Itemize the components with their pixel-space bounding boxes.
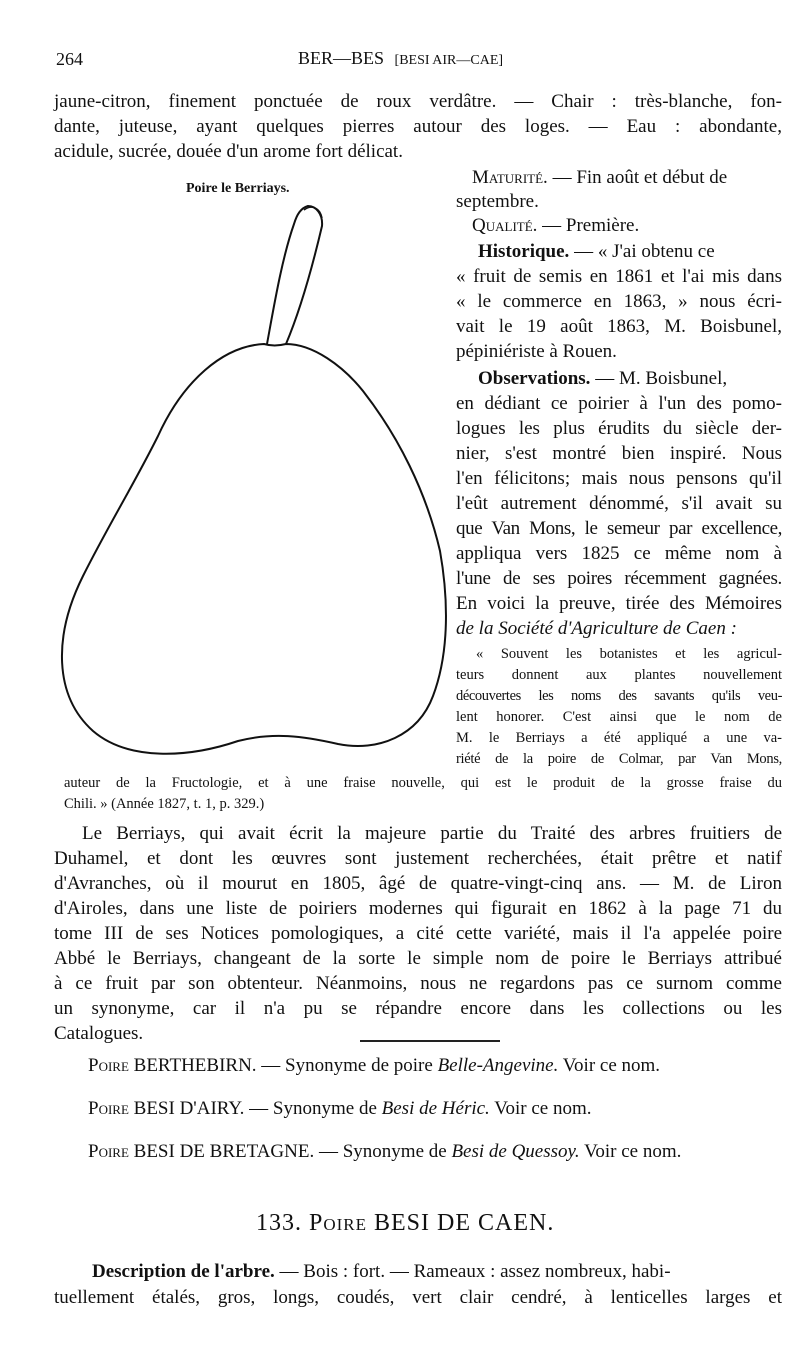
quote-line: teurs donnent aux plantes nouvellement [456, 667, 782, 683]
figure-caption: Poire le Berriays. [186, 181, 290, 196]
divider [360, 1040, 500, 1042]
text-line: l'une de ses poires récemment gagnées. [456, 568, 782, 589]
pear-body [62, 344, 446, 754]
historique-text: — « J'ai obtenu ce [574, 241, 715, 262]
paragraph-line: d'Airoles, dans une liste de poiriers modernes qui figurait en 1862 à la page 71 du [54, 898, 782, 919]
description-line: tuellement étalés, gros, longs, coudés, vert clair cendré, à lenticelles larges et [54, 1287, 782, 1308]
maturite-label: Maturité. [472, 167, 548, 188]
historique-line [478, 240, 782, 264]
text-line: dante, juteuse, ayant quelques pierres autour des loges. — Eau : abondante, [54, 116, 782, 137]
synonym-ref: Belle-Angevine. [437, 1055, 559, 1076]
text-line: En voici la preuve, tirée des Mémoires [456, 593, 782, 614]
historique-label: Historique. [478, 241, 570, 262]
text-line: acidule, sucrée, douée d'un arome fort délicat. [54, 141, 403, 162]
text-line: l'eût autrement dénommé, s'il avait su [456, 493, 782, 514]
synonym-tail: Voir ce nom. [584, 1141, 682, 1162]
observations-text: — M. Boisbunel, [595, 368, 728, 389]
running-title-sub: [BESI AIR—CAE] [394, 53, 504, 68]
pear-illustration [48, 196, 458, 768]
quote-line: Chili. » (Année 1827, t. 1, p. 329.) [64, 796, 265, 812]
synonym-name: BERTHEBIRN. [133, 1055, 257, 1076]
synonym-ref: Besi de Héric. [381, 1098, 490, 1119]
description-text: — Bois : fort. — Rameaux : assez nombreux, habi- [279, 1261, 671, 1282]
maturite-line [472, 166, 782, 190]
paragraph-line: un synonyme, car il n'a pu se répandre encore dans les collections ou les [54, 998, 782, 1019]
paragraph-line: tome III de ses Notices pomologiques, a cité cette variété, mais il l'a appelée poire [54, 923, 782, 944]
synonym-entry [88, 1140, 681, 1164]
text-line: jaune-citron, finement ponctuée de roux verdâtre. — Chair : très-blanche, fon- [54, 91, 782, 112]
quote-line: auteur de la Fructologie, et à une fraise nouvelle, qui est le produit de la grosse fraise du [64, 775, 782, 791]
text-line: logues les plus érudits du siècle der- [456, 418, 782, 439]
text-line: nier, s'est montré bien inspiré. Nous [456, 443, 782, 464]
running-title [298, 46, 503, 73]
synonym-tail: Voir ce nom. [494, 1098, 592, 1119]
synonym-text: — Synonyme de [318, 1141, 447, 1162]
maturite-text: — Fin août et début de [552, 167, 728, 188]
quote-line: lent honorer. C'est ainsi que le nom de [456, 709, 782, 725]
text-line: pépiniériste à Rouen. [456, 341, 617, 362]
qualite-line [472, 214, 639, 238]
text-line: appliqua vers 1825 ce même nom à [456, 543, 782, 564]
text-line: « le commerce en 1863, » nous écri- [456, 291, 782, 312]
text-line: « fruit de semis en 1861 et l'ai mis dans [456, 266, 782, 287]
qualite-text: — Première. [542, 215, 640, 236]
quote-line: riété de la poire de Colmar, par Van Mons, [456, 751, 782, 767]
paragraph-line: Le Berriays, qui avait écrit la majeure partie du Traité des arbres fruitiers de [82, 823, 782, 844]
synonym-name: BESI D'AIRY. [133, 1098, 245, 1119]
synonym-prefix: Poire [88, 1141, 129, 1162]
section-title: BESI DE CAEN. [374, 1210, 555, 1236]
paragraph-line: Duhamel, et dont les œuvres sont justement recherchées, était prêtre et natif [54, 848, 782, 869]
synonym-prefix: Poire [88, 1098, 129, 1119]
quote-line: « Souvent les botanistes et les agricul- [476, 646, 782, 662]
synonym-name: BESI DE BRETAGNE. [133, 1141, 315, 1162]
page-number: 264 [56, 49, 83, 69]
description-line [92, 1260, 782, 1284]
synonym-text: — Synonyme de [249, 1098, 377, 1119]
quote-line: M. le Berriays a été appliqué a une va- [456, 730, 782, 746]
synonym-ref: Besi de Quessoy. [451, 1141, 580, 1162]
text-line: en dédiant ce poirier à l'un des pomo- [456, 393, 782, 414]
description-label: Description de l'arbre. [92, 1261, 275, 1282]
synonym-entry [88, 1054, 660, 1078]
section-number: 133. [256, 1210, 302, 1236]
pear-stem-tip [304, 207, 322, 218]
quote-line: découvertes les noms des savants qu'ils veu- [456, 688, 782, 704]
text-line: vait le 19 août 1863, M. Boisbunel, [456, 316, 782, 337]
pear-stem [267, 206, 322, 344]
observations-line [478, 367, 727, 391]
text-line: de la Société d'Agriculture de Caen : [456, 618, 737, 639]
section-prefix: Poire [309, 1210, 368, 1236]
synonym-entry [88, 1097, 592, 1121]
text-line: que Van Mons, le semeur par excellence, [456, 518, 782, 539]
synonym-text: — Synonyme de poire [261, 1055, 433, 1076]
running-title-main: BER—BES [298, 48, 385, 68]
text-line: l'en félicitons; mais nous pensons qu'il [456, 468, 782, 489]
paragraph-line: à ce fruit par son obtenteur. Néanmoins, nous ne regardons pas ce surnom comme [54, 973, 782, 994]
paragraph-line: Catalogues. [54, 1023, 144, 1044]
maturite-line-2: septembre. [456, 191, 539, 212]
section-heading [256, 1208, 554, 1238]
observations-label: Observations. [478, 368, 591, 389]
synonym-tail: Voir ce nom. [562, 1055, 661, 1076]
paragraph-line: d'Avranches, où il mourut en 1805, âgé de quatre-vingt-cinq ans. — M. de Liron [54, 873, 782, 894]
qualite-label: Qualité. [472, 215, 538, 236]
synonym-prefix: Poire [88, 1055, 129, 1076]
paragraph-line: Abbé le Berriays, changeant de la sorte le simple nom de poire le Berriays attribué [54, 948, 782, 969]
